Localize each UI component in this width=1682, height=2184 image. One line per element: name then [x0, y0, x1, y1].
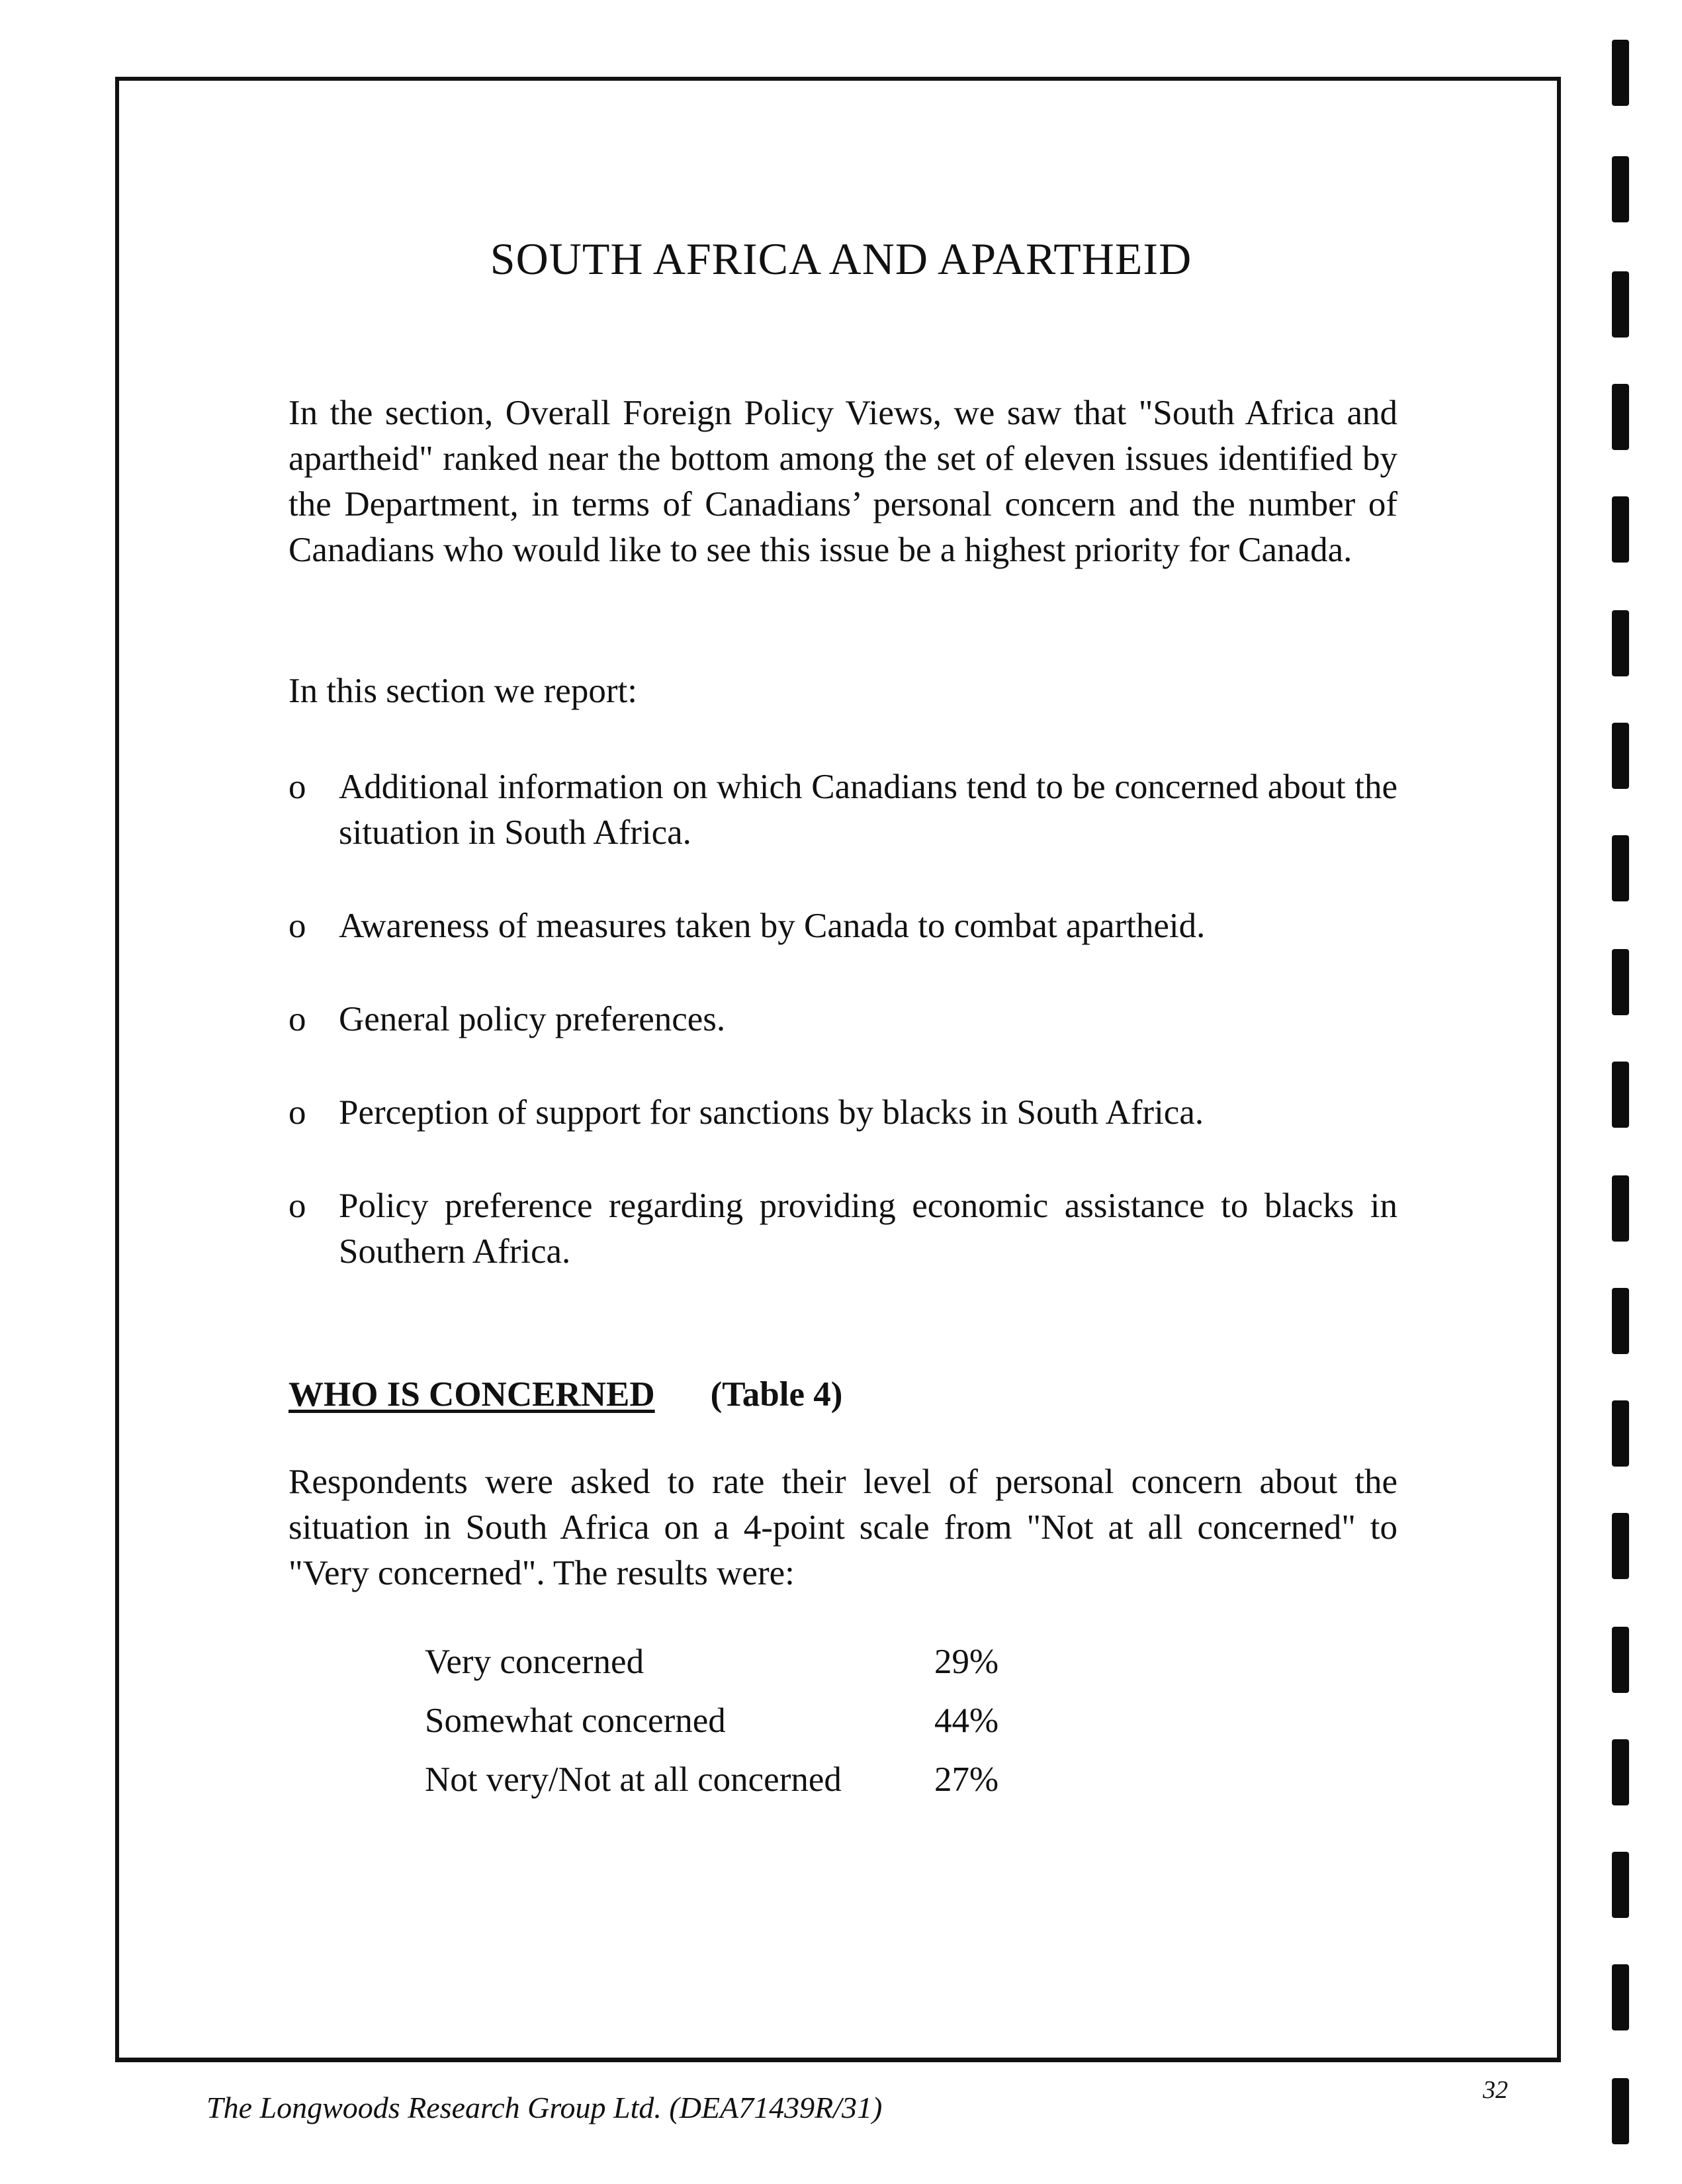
list-item-text: Additional information on which Canadians tend to be concerned about the situation in South Africa.: [339, 768, 1397, 852]
binding-hole: [1612, 271, 1629, 338]
bullet-marker: o: [288, 1187, 306, 1225]
binding-hole: [1612, 384, 1629, 450]
bullet-marker: o: [288, 907, 306, 945]
list-item: [288, 764, 1397, 856]
results-table: [425, 1632, 998, 1809]
intro-paragraph: In the section, Overall Foreign Policy Views, we saw that "South Africa and apartheid" ranked near the bottom among the set of eleven issues identified by the Department, in terms of Canadians’ personal concern and the number of Canadians who would like to see this issue be a highest priority for Canada.: [288, 394, 1397, 569]
bullet-marker: o: [288, 768, 306, 806]
list-item: [288, 997, 1397, 1042]
binding-hole: [1612, 1739, 1629, 1805]
binding-hole: [1612, 1513, 1629, 1579]
table-row: [425, 1632, 998, 1691]
section-heading-title: WHO IS CONCERNED: [288, 1375, 655, 1414]
binding-hole: [1612, 1852, 1629, 1918]
list-item: [288, 1183, 1397, 1275]
result-label: Not very/Not at all concerned: [425, 1760, 842, 1799]
list-item-text: Policy preference regarding providing economic assistance to blacks in Southern Africa.: [339, 1187, 1397, 1271]
section-heading: [288, 1372, 842, 1418]
binding-hole: [1612, 156, 1629, 222]
report-topics-list: [288, 764, 1397, 1322]
result-value: 29%: [934, 1642, 999, 1681]
page-title: SOUTH AFRICA AND APARTHEID: [490, 234, 1192, 284]
table-row: [425, 1691, 998, 1750]
binding-hole: [1612, 835, 1629, 901]
report-lead-in: In this section we report:: [288, 672, 637, 710]
table-reference: (Table 4): [710, 1375, 843, 1414]
binding-hole: [1612, 1175, 1629, 1242]
binding-hole: [1612, 2078, 1629, 2144]
list-item-text: Perception of support for sanctions by blacks in South Africa.: [339, 1093, 1204, 1132]
binding-hole: [1612, 496, 1629, 563]
page-number: 32: [1483, 2076, 1508, 2104]
table-row: [425, 1750, 998, 1809]
list-item: [288, 1090, 1397, 1136]
binding-hole: [1612, 949, 1629, 1015]
list-item-text: Awareness of measures taken by Canada to combat apartheid.: [339, 907, 1206, 945]
binding-hole: [1612, 1288, 1629, 1354]
binding-hole: [1612, 1964, 1629, 2030]
list-item-text: General policy preferences.: [339, 1000, 726, 1038]
bullet-marker: o: [288, 1093, 306, 1132]
result-value: 27%: [934, 1760, 999, 1799]
binding-hole: [1612, 610, 1629, 676]
binding-hole: [1612, 1400, 1629, 1467]
result-label: Somewhat concerned: [425, 1701, 726, 1740]
binding-hole: [1612, 1062, 1629, 1128]
results-paragraph: Respondents were asked to rate their level of personal concern about the situation in South Africa on a 4-point scale from "Not at all concerned" to "Very concerned". The results were:: [288, 1463, 1397, 1592]
binding-holes: [1612, 40, 1632, 2171]
bullet-marker: o: [288, 1000, 306, 1038]
footer-organization: The Longwoods Research Group Ltd. (DEA71439R/31): [206, 2091, 883, 2124]
list-item: [288, 903, 1397, 949]
binding-hole: [1612, 1627, 1629, 1693]
result-label: Very concerned: [425, 1642, 644, 1681]
binding-hole: [1612, 40, 1629, 106]
result-value: 44%: [934, 1701, 999, 1740]
binding-hole: [1612, 723, 1629, 789]
